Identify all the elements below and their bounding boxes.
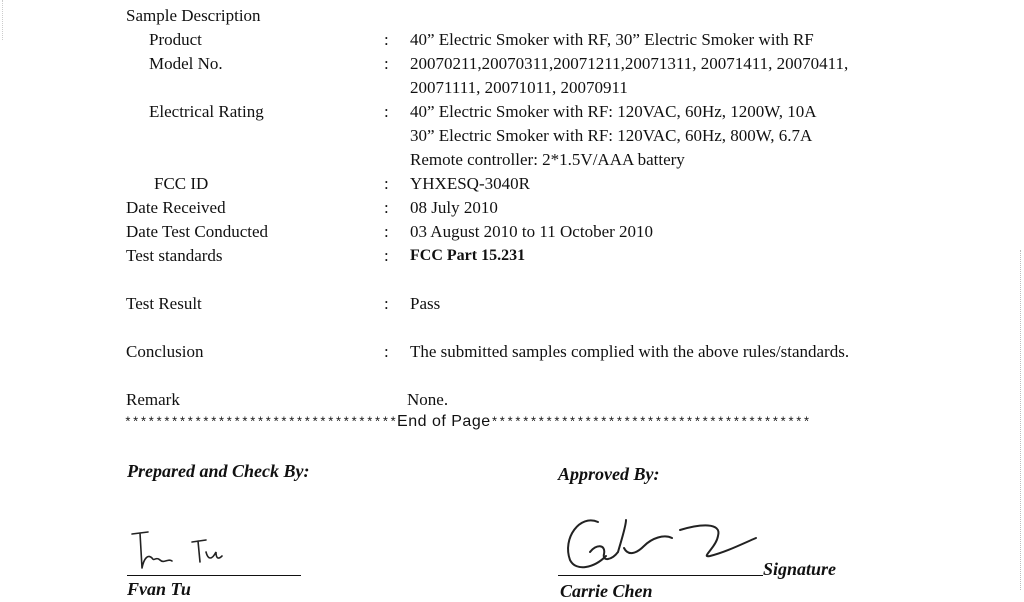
electrical-rating-row-2 (0, 124, 1024, 148)
conclusion-label: Conclusion (126, 342, 204, 361)
model-no-row (0, 52, 1024, 76)
sample-description-row (0, 4, 1024, 28)
test-standards-label: Test standards (126, 246, 223, 265)
electrical-rating-line2: 30” Electric Smoker with RF: 120VAC, 60Hz, 800W, 6.7A (410, 126, 813, 145)
test-result-row (0, 292, 1024, 316)
date-test-conducted-value: 03 August 2010 to 11 October 2010 (410, 222, 654, 241)
colon: : (384, 30, 389, 49)
test-standards-value: FCC Part 15.231 (410, 247, 526, 264)
product-value: 40” Electric Smoker with RF, 30” Electric Smoker with RF (410, 30, 814, 49)
approved-by-signature-image (560, 508, 760, 580)
conclusion-row (0, 340, 1024, 364)
conclusion-value: The submitted samples complied with the above rules/standards. (410, 342, 850, 361)
colon: : (384, 246, 389, 265)
end-of-page-stars-right: ***************************************** (490, 415, 811, 430)
prepared-by-heading: Prepared and Check By: (127, 461, 310, 481)
colon: : (384, 54, 389, 73)
test-standards-row (0, 244, 1024, 268)
remark-label: Remark (126, 390, 180, 409)
date-received-row (0, 196, 1024, 220)
approved-by-name: Carrie Chen (560, 581, 653, 601)
approved-by-signature-line (558, 575, 763, 576)
signature-label: Signature (763, 559, 837, 579)
test-result-label: Test Result (126, 294, 202, 313)
colon: : (384, 222, 389, 241)
end-of-page-text: End of Page (397, 413, 491, 430)
model-no-value-line2: 20071111, 20071011, 20070911 (410, 78, 628, 97)
end-of-page-line (124, 410, 924, 434)
test-result-value: Pass (410, 294, 441, 313)
fcc-id-row (0, 172, 1024, 196)
electrical-rating-row (0, 100, 1024, 124)
colon: : (384, 342, 389, 361)
product-label: Product (149, 30, 202, 49)
model-no-label: Model No. (149, 54, 223, 73)
prepared-by-signature-image (130, 528, 240, 576)
electrical-rating-label: Electrical Rating (149, 102, 264, 121)
sample-description-heading: Sample Description (126, 6, 261, 25)
date-test-conducted-row (0, 220, 1024, 244)
fcc-id-value: YHXESQ-3040R (410, 174, 530, 193)
remark-value: None. (407, 390, 449, 409)
model-no-value-line1: 20070211,20070311,20071211,20071311, 20071411, 20070411, (410, 54, 849, 73)
electrical-rating-line3: Remote controller: 2*1.5V/AAA battery (410, 150, 685, 169)
date-received-value: 08 July 2010 (410, 198, 498, 217)
fcc-id-label: FCC ID (154, 174, 209, 193)
date-test-conducted-label: Date Test Conducted (126, 222, 269, 241)
prepared-by-signature-line (127, 575, 301, 576)
date-received-label: Date Received (126, 198, 226, 217)
prepared-by-name: Fvan Tu (127, 579, 191, 599)
approved-by-heading: Approved By: (558, 464, 660, 484)
product-row (0, 28, 1024, 52)
remark-row (0, 388, 1024, 412)
electrical-rating-line1: 40” Electric Smoker with RF: 120VAC, 60Hz, 1200W, 10A (410, 102, 817, 121)
colon: : (384, 198, 389, 217)
colon: : (384, 102, 389, 121)
end-of-page-stars-left: *********************************** (124, 415, 398, 430)
colon: : (384, 294, 389, 313)
electrical-rating-row-3 (0, 148, 1024, 172)
model-no-row-continued (0, 76, 1024, 100)
colon: : (384, 174, 389, 193)
